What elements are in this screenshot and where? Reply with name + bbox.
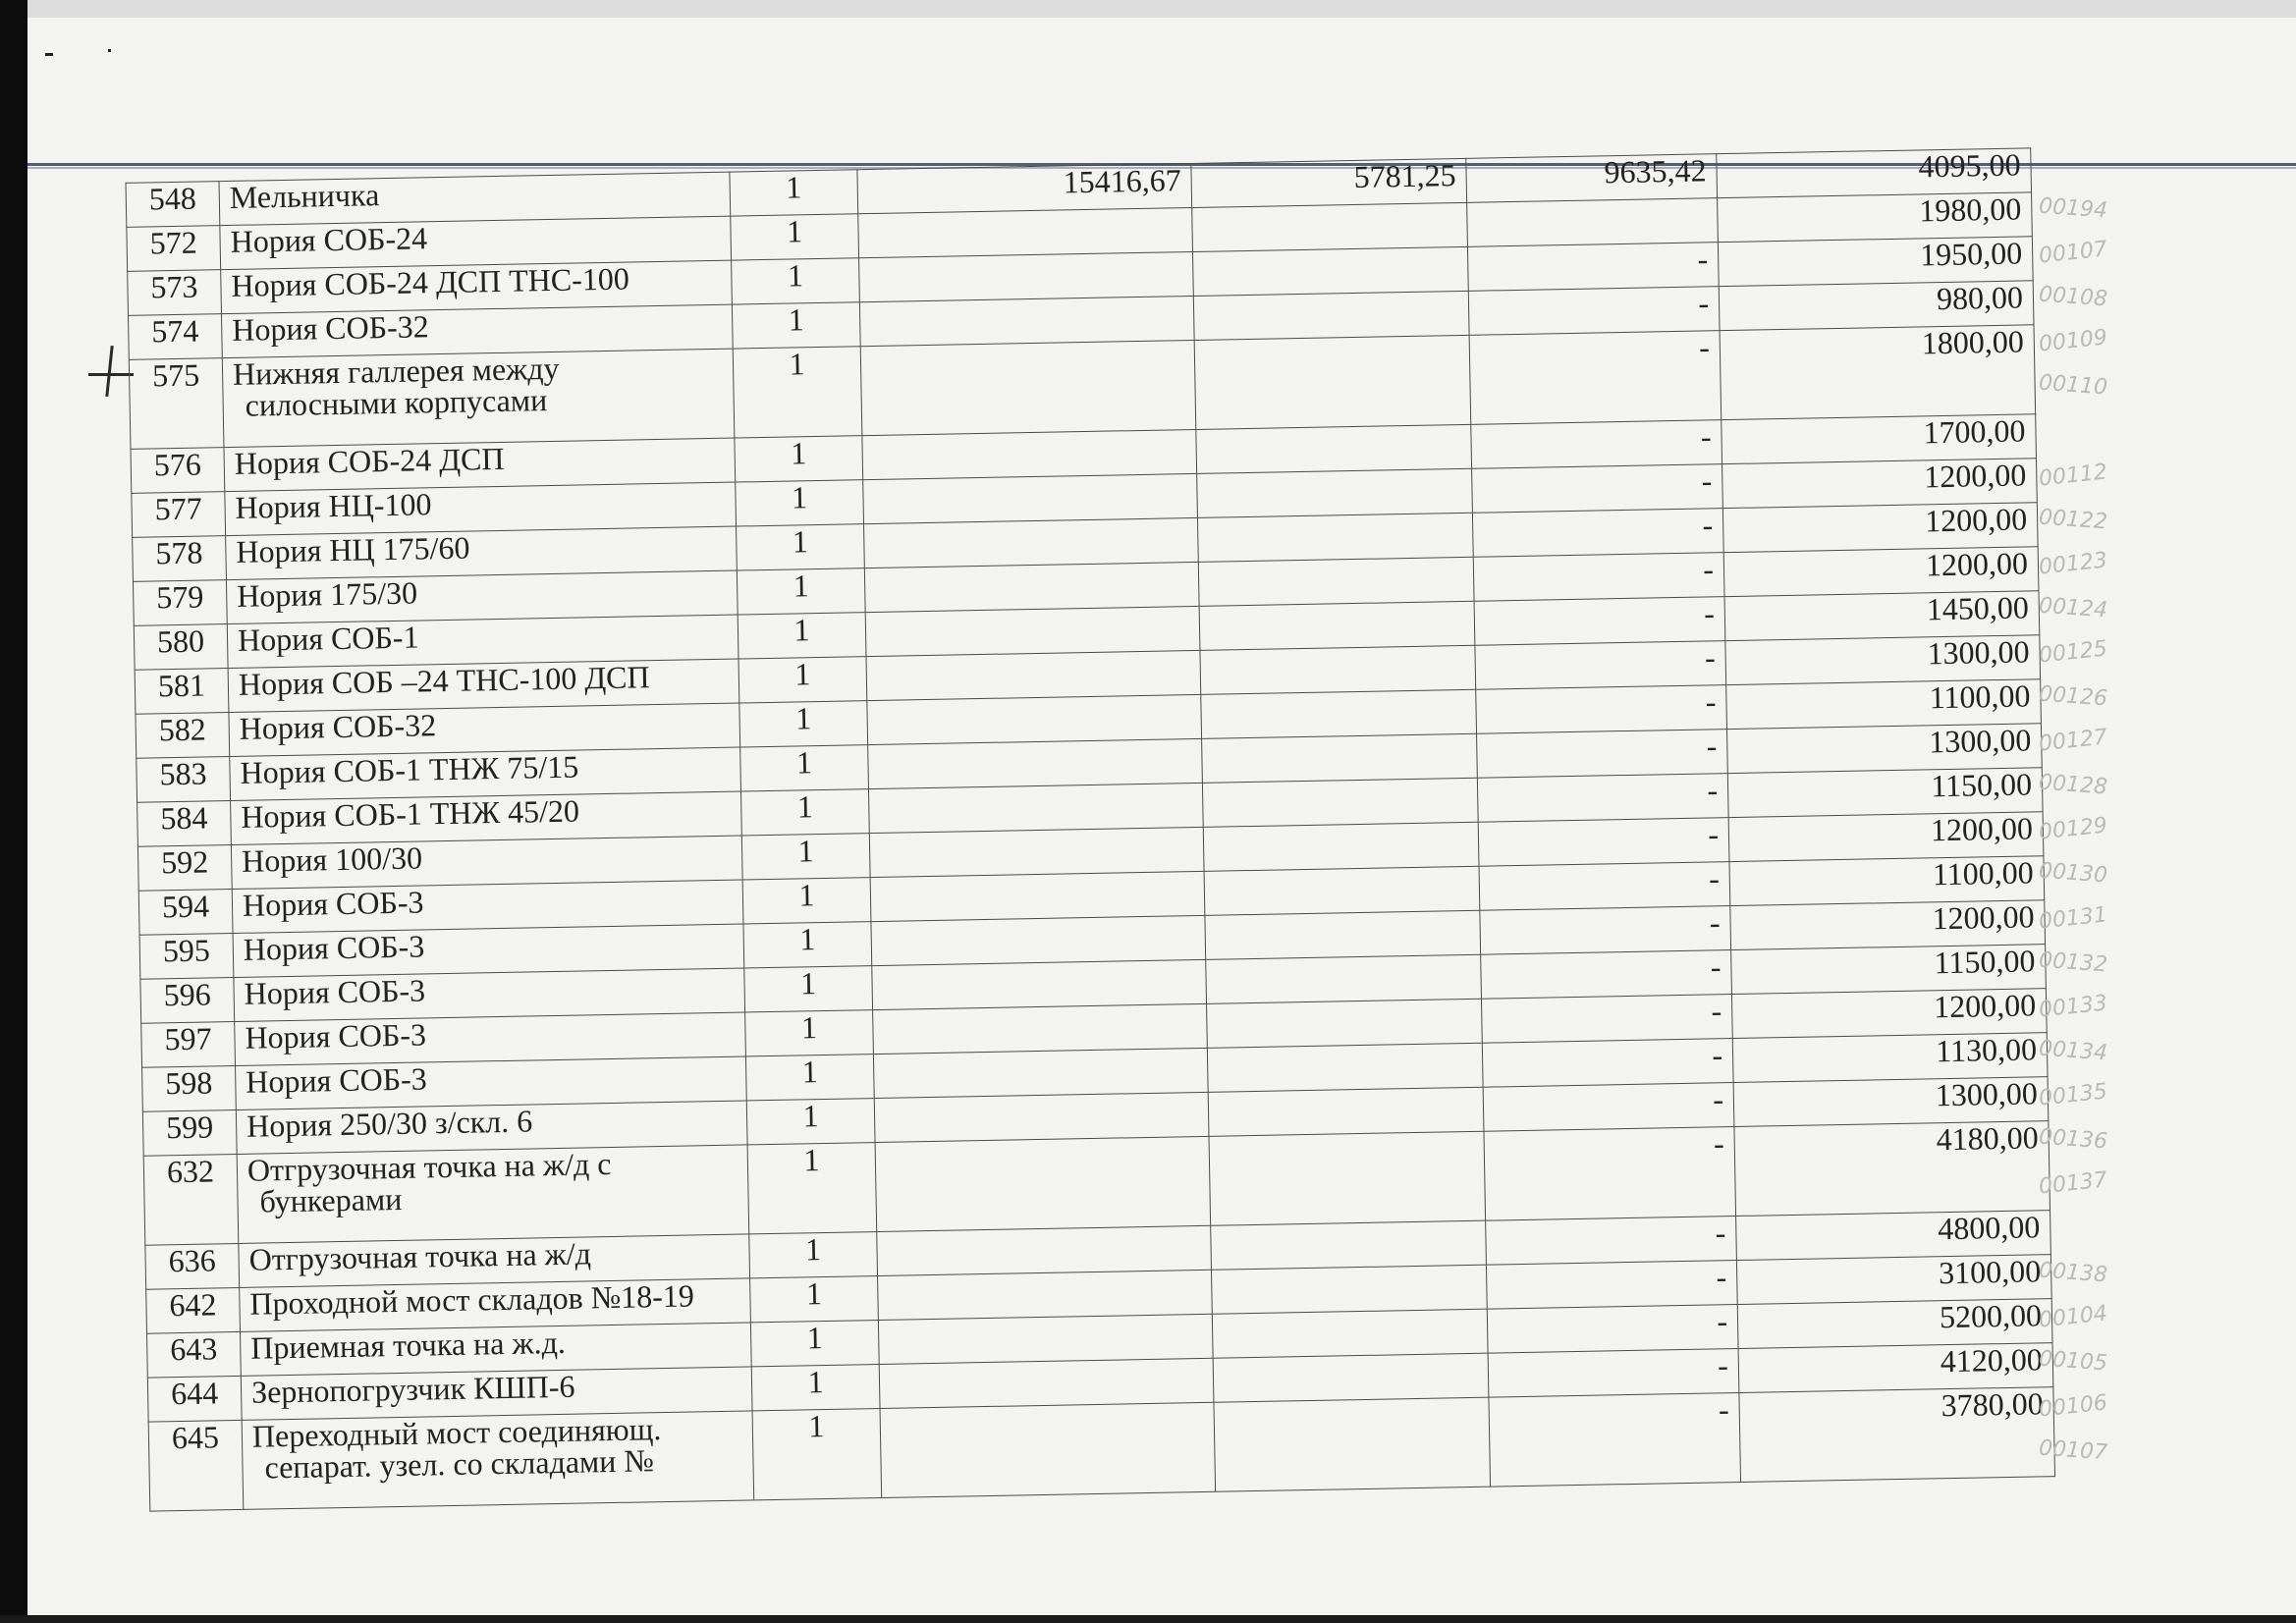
scan-top-shadow <box>27 0 2296 18</box>
value-depreciation <box>1193 291 1469 340</box>
row-number: 582 <box>136 713 230 759</box>
value-depreciation <box>1208 1087 1484 1136</box>
handwritten-mark: 00134 <box>2038 1036 2108 1066</box>
item-quantity: 1 <box>737 568 865 615</box>
value-residual <box>1467 198 1719 247</box>
item-quantity: 1 <box>735 436 863 482</box>
value-initial-cost <box>875 1136 1211 1231</box>
item-name-line-2: силосными корпусами <box>245 382 548 423</box>
value-assessed: 1980,00 <box>1718 192 2033 243</box>
item-quantity: 1 <box>736 480 864 526</box>
item-name-line: Переходный мост соединяющ. <box>251 1411 662 1454</box>
item-name-line: Нория 250/30 з/скл. 6 <box>246 1103 533 1144</box>
item-name-line: Отгрузочная точка на ж/д <box>248 1235 592 1277</box>
row-number: 577 <box>132 492 226 538</box>
value-initial-cost <box>865 606 1200 656</box>
value-residual: - <box>1477 774 1728 823</box>
value-depreciation <box>1209 1131 1486 1225</box>
value-residual: - <box>1468 287 1720 336</box>
row-number: 594 <box>138 890 233 936</box>
value-assessed: 1100,00 <box>1729 856 2045 906</box>
value-initial-cost <box>863 473 1198 523</box>
item-quantity: 1 <box>732 258 860 304</box>
value-depreciation: 5781,25 <box>1191 158 1467 207</box>
value-assessed: 4095,00 <box>1717 148 2032 198</box>
value-residual: - <box>1483 1083 1734 1132</box>
value-assessed: 1700,00 <box>1722 414 2037 464</box>
item-name-line: Нория СОБ –24 ТНС-100 ДСП <box>238 659 650 702</box>
row-number: 575 <box>129 358 224 450</box>
handwritten-mark: 00105 <box>2038 1346 2108 1377</box>
item-name-line: Нория СОБ-3 <box>242 884 424 923</box>
handwritten-mark: 00125 <box>2037 636 2109 669</box>
handwritten-mark: 00132 <box>2038 947 2108 978</box>
item-name-line: Приемная точка на ж.д. <box>249 1324 567 1366</box>
value-depreciation <box>1196 424 1472 473</box>
item-name-line: Отгрузочная точка на ж/д с <box>246 1145 612 1188</box>
value-residual: - <box>1474 597 1725 646</box>
value-assessed: 1200,00 <box>1722 459 2038 509</box>
scan-speck <box>45 53 53 56</box>
row-number: 599 <box>142 1109 237 1156</box>
value-assessed: 1950,00 <box>1718 237 2033 287</box>
value-initial-cost <box>864 562 1199 612</box>
item-quantity: 1 <box>730 170 858 216</box>
value-initial-cost <box>870 871 1205 921</box>
value-initial-cost <box>869 827 1204 877</box>
handwritten-mark: 00122 <box>2038 505 2108 535</box>
handwritten-mark: 00128 <box>2038 770 2108 800</box>
item-quantity: 1 <box>750 1276 879 1323</box>
value-initial-cost <box>859 251 1194 301</box>
item-name-line: Нория 100/30 <box>241 839 423 879</box>
value-initial-cost <box>873 1048 1208 1098</box>
value-residual: - <box>1479 862 1730 911</box>
item-name-line: Нория СОБ-3 <box>244 972 426 1011</box>
value-initial-cost <box>878 1270 1213 1320</box>
item-quantity: 1 <box>737 524 865 570</box>
value-assessed: 980,00 <box>1719 281 2034 331</box>
row-number: 573 <box>128 270 222 316</box>
value-residual: - <box>1486 1261 1737 1310</box>
value-residual: - <box>1475 641 1726 690</box>
row-number: 584 <box>137 801 232 847</box>
value-residual: - <box>1477 730 1728 779</box>
handwritten-mark: 00129 <box>2037 813 2109 845</box>
value-residual: - <box>1476 685 1727 734</box>
value-depreciation <box>1203 822 1479 871</box>
value-assessed: 1200,00 <box>1728 812 2044 862</box>
value-residual: - <box>1467 243 1719 292</box>
value-depreciation <box>1205 910 1481 959</box>
item-name-line: Зернопогрузчик КШП-6 <box>250 1368 575 1410</box>
value-depreciation <box>1194 335 1471 429</box>
item-name-line: Нория 175/30 <box>236 574 418 614</box>
handwritten-mark: 00138 <box>2038 1258 2108 1288</box>
value-residual: - <box>1480 906 1731 955</box>
value-assessed: 1130,00 <box>1732 1033 2048 1083</box>
row-number: 574 <box>129 314 223 360</box>
item-quantity: 1 <box>731 214 859 260</box>
item-name-line: Нория СОБ-1 <box>237 619 419 658</box>
item-quantity: 1 <box>745 1010 874 1056</box>
item-name-line: Проходной мост складов №18-19 <box>249 1277 695 1322</box>
value-initial-cost: 15416,67 <box>857 163 1192 213</box>
item-name-line: Нория СОБ-24 <box>230 220 428 259</box>
value-initial-cost <box>879 1358 1214 1408</box>
value-initial-cost <box>868 783 1203 833</box>
value-depreciation <box>1202 778 1478 827</box>
handwritten-mark: 00108 <box>2038 282 2108 312</box>
item-quantity: 1 <box>751 1365 880 1411</box>
value-assessed: 1200,00 <box>1731 989 2047 1039</box>
item-name-line: Нория СОБ-32 <box>239 707 437 746</box>
row-number: 581 <box>135 669 229 715</box>
item-name-line: Нория СОБ-3 <box>245 1060 428 1100</box>
value-assessed: 1800,00 <box>1720 325 2036 420</box>
value-depreciation <box>1214 1397 1491 1491</box>
item-quantity: 1 <box>750 1321 879 1367</box>
value-residual: - <box>1484 1127 1736 1221</box>
row-number: 645 <box>148 1420 244 1511</box>
value-depreciation <box>1199 601 1475 650</box>
handwritten-mark: 00126 <box>2038 681 2108 712</box>
value-assessed: 4180,00 <box>1734 1121 2050 1217</box>
row-number: 632 <box>143 1154 239 1245</box>
row-number: 643 <box>147 1331 242 1378</box>
inventory-table <box>126 147 2055 1511</box>
handwritten-mark: 00135 <box>2037 1079 2109 1111</box>
value-assessed: 1300,00 <box>1733 1077 2049 1127</box>
item-quantity: 1 <box>739 701 868 747</box>
row-number: 578 <box>133 536 227 582</box>
item-name-line: Нория СОБ-1 ТНЖ 75/15 <box>240 748 579 790</box>
value-depreciation <box>1192 202 1468 251</box>
item-quantity: 1 <box>733 347 862 438</box>
value-depreciation <box>1213 1353 1489 1402</box>
row-number: 597 <box>141 1021 236 1067</box>
item-quantity: 1 <box>738 613 866 659</box>
value-initial-cost <box>878 1314 1213 1364</box>
row-number: 636 <box>145 1243 240 1289</box>
value-assessed: 1150,00 <box>1731 945 2047 995</box>
handwritten-mark: 00130 <box>2038 858 2108 889</box>
value-initial-cost <box>867 694 1202 744</box>
value-residual: - <box>1472 464 1723 514</box>
scan-speck <box>108 49 111 52</box>
handwritten-mark: 00136 <box>2038 1124 2108 1155</box>
scan-left-border <box>0 0 27 1623</box>
handwritten-mark: 00107 <box>2038 1435 2108 1466</box>
item-name-line: Нория СОБ-24 ДСП <box>234 440 505 481</box>
value-depreciation <box>1202 733 1478 783</box>
item-quantity: 1 <box>738 657 867 703</box>
value-residual: - <box>1473 553 1724 602</box>
item-name <box>242 1411 754 1510</box>
value-residual: - <box>1487 1304 1738 1353</box>
item-name-line: Нория СОБ-24 ДСП ТНС-100 <box>231 260 630 303</box>
handwritten-mark: 00106 <box>2037 1389 2109 1423</box>
item-name-line: Мельничка <box>229 177 380 215</box>
value-residual: - <box>1482 1039 1733 1088</box>
value-initial-cost <box>877 1225 1212 1275</box>
value-depreciation <box>1197 468 1473 517</box>
item-quantity: 1 <box>747 1143 877 1234</box>
item-name-line: Нория НЦ 175/60 <box>236 529 470 569</box>
value-assessed: 1100,00 <box>1726 679 2042 730</box>
handwritten-mark: 00110 <box>2038 370 2108 401</box>
item-quantity: 1 <box>744 966 873 1012</box>
item-quantity: 1 <box>732 302 860 349</box>
row-number: 598 <box>142 1065 237 1111</box>
value-initial-cost <box>874 1092 1209 1142</box>
item-quantity: 1 <box>743 922 872 968</box>
handwritten-mark: 00112 <box>2037 459 2109 492</box>
value-residual: - <box>1481 995 1732 1044</box>
value-initial-cost <box>868 738 1203 788</box>
value-residual: - <box>1481 950 1732 1000</box>
inventory-table-wrapper <box>126 147 2055 1537</box>
value-assessed: 1200,00 <box>1722 503 2038 553</box>
value-initial-cost <box>880 1402 1216 1497</box>
row-number: 596 <box>140 978 235 1024</box>
item-quantity: 1 <box>752 1409 882 1500</box>
row-number: 580 <box>134 624 228 671</box>
row-number: 595 <box>139 934 234 980</box>
row-number: 592 <box>137 845 232 892</box>
handwritten-mark: 00127 <box>2037 725 2109 757</box>
row-number: 576 <box>131 448 225 494</box>
item-quantity: 1 <box>740 745 869 791</box>
value-depreciation <box>1207 1043 1483 1092</box>
value-residual: 9635,42 <box>1466 154 1718 203</box>
item-quantity: 1 <box>741 834 870 880</box>
handwritten-inventory-marks <box>2039 167 2186 1542</box>
value-assessed: 4800,00 <box>1736 1211 2051 1261</box>
value-residual: - <box>1488 1348 1739 1397</box>
value-assessed: 1450,00 <box>1724 591 2040 641</box>
value-initial-cost <box>859 296 1194 346</box>
value-assessed: 1300,00 <box>1726 724 2042 774</box>
row-number: 572 <box>127 226 221 272</box>
value-depreciation <box>1211 1265 1487 1314</box>
value-initial-cost <box>864 517 1199 568</box>
handwritten-mark: 00107 <box>2037 237 2109 269</box>
value-depreciation <box>1206 954 1482 1003</box>
row-number: 642 <box>146 1287 241 1333</box>
item-name-line-2: бункерами <box>259 1180 403 1219</box>
value-assessed: 4120,00 <box>1738 1343 2053 1393</box>
handwritten-mark: 00124 <box>2038 593 2108 623</box>
handwritten-mark: 00137 <box>2037 1167 2109 1200</box>
value-depreciation <box>1201 689 1477 738</box>
handwritten-mark: 00194 <box>2038 193 2108 224</box>
value-initial-cost <box>872 959 1207 1009</box>
item-quantity: 1 <box>749 1232 878 1278</box>
item-name-line: Нория СОБ-3 <box>245 1016 427 1055</box>
item-name <box>237 1145 749 1244</box>
value-assessed: 5200,00 <box>1737 1299 2052 1349</box>
row-number: 548 <box>126 182 220 228</box>
item-name-line: Нория СОБ-3 <box>243 928 425 967</box>
value-residual: - <box>1472 509 1723 558</box>
value-initial-cost <box>858 207 1193 257</box>
value-initial-cost <box>860 340 1196 435</box>
item-quantity: 1 <box>740 789 869 836</box>
item-quantity: 1 <box>742 878 871 924</box>
item-name <box>222 349 735 448</box>
value-residual: - <box>1469 331 1722 425</box>
value-depreciation <box>1212 1309 1488 1358</box>
item-name-line: Нория НЦ-100 <box>235 486 432 525</box>
scan-bottom-border <box>0 1615 2296 1623</box>
row-number: 644 <box>147 1376 242 1422</box>
handwritten-mark: 00104 <box>2037 1301 2109 1333</box>
item-name-line: Нория СОБ-1 ТНЖ 45/20 <box>241 792 580 835</box>
item-quantity: 1 <box>746 1099 875 1145</box>
item-name-line: Нория СОБ-32 <box>231 308 430 348</box>
value-residual: - <box>1478 818 1729 867</box>
handwritten-mark: 00123 <box>2037 548 2109 580</box>
value-residual: - <box>1471 420 1722 469</box>
item-name-line: Нижняя галлерея между <box>232 350 560 392</box>
value-initial-cost <box>862 429 1197 479</box>
value-depreciation <box>1192 246 1468 296</box>
value-assessed: 3100,00 <box>1736 1255 2051 1305</box>
handwritten-mark: 00131 <box>2037 901 2109 935</box>
value-assessed: 1200,00 <box>1730 900 2046 950</box>
row-number: 579 <box>133 580 227 626</box>
value-residual: - <box>1489 1392 1741 1487</box>
row-number: 583 <box>137 757 231 803</box>
value-depreciation <box>1200 645 1476 694</box>
item-quantity: 1 <box>745 1055 874 1101</box>
value-assessed: 1300,00 <box>1725 635 2041 685</box>
value-initial-cost <box>871 915 1206 965</box>
value-depreciation <box>1207 999 1483 1048</box>
value-depreciation <box>1211 1220 1487 1270</box>
handwritten-mark: 00109 <box>2037 325 2109 357</box>
value-assessed: 1200,00 <box>1723 547 2039 597</box>
value-residual: - <box>1486 1217 1737 1266</box>
value-depreciation <box>1197 513 1473 562</box>
item-name-line-2: сепарат. узел. со складами № <box>264 1442 655 1486</box>
value-initial-cost <box>873 1003 1208 1054</box>
value-assessed: 3780,00 <box>1739 1387 2055 1483</box>
value-assessed: 1150,00 <box>1727 768 2043 818</box>
handwritten-mark: 00133 <box>2037 991 2109 1023</box>
value-initial-cost <box>866 650 1201 700</box>
value-depreciation <box>1204 866 1480 915</box>
value-depreciation <box>1198 557 1474 606</box>
